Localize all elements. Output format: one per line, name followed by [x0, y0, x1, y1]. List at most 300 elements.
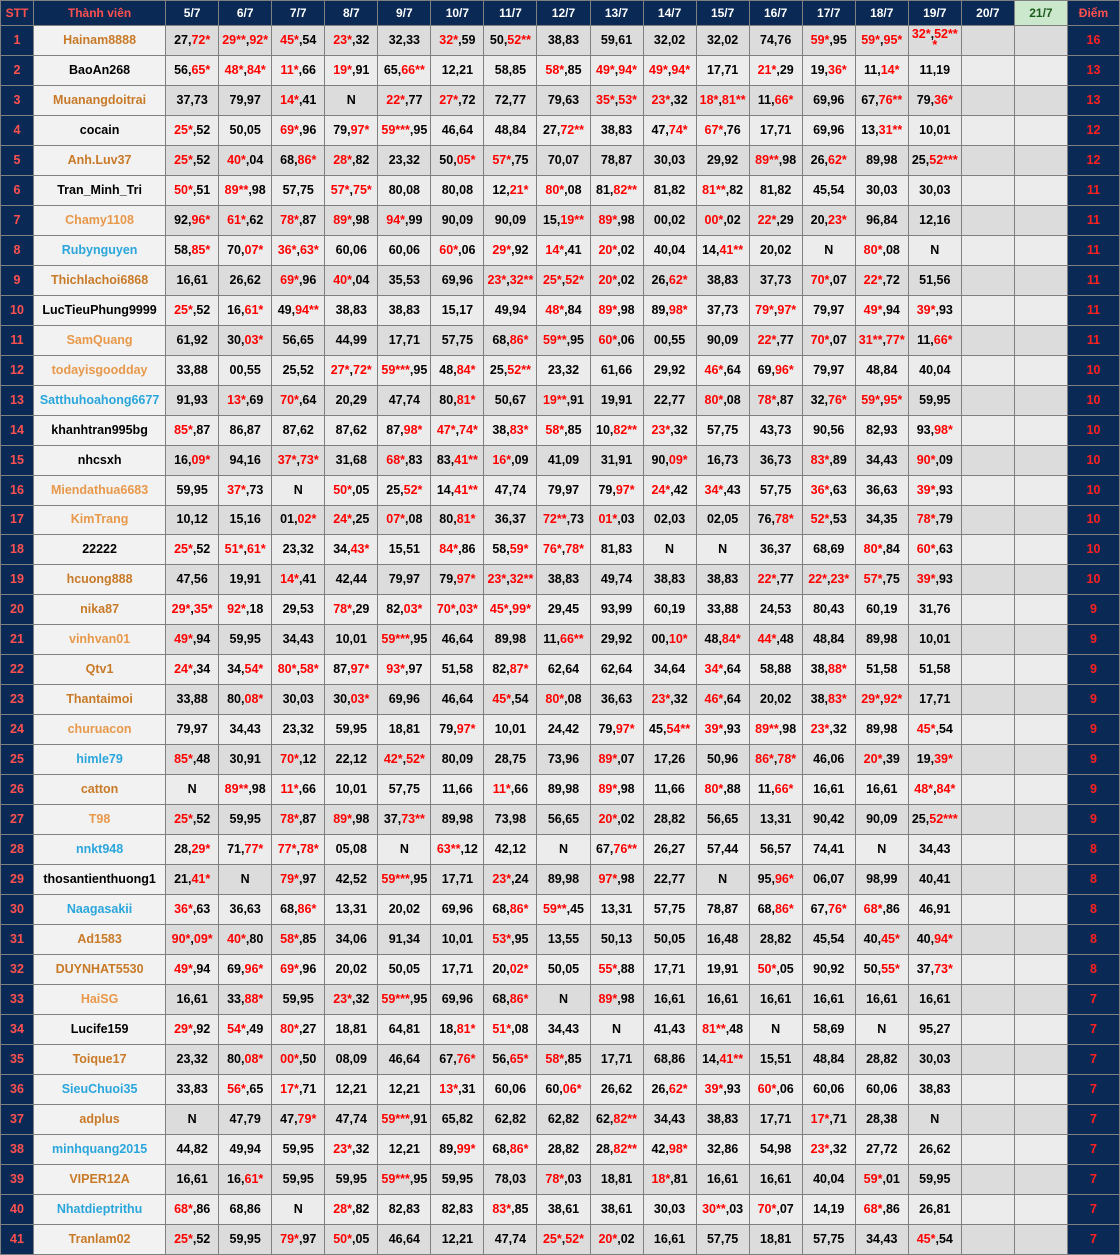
result-cell: 57,75: [378, 775, 431, 805]
result-cell: 59*,95: [802, 26, 855, 56]
result-cell: 17,71: [749, 1104, 802, 1134]
result-cell: 14*,41: [537, 235, 590, 265]
member-name: Satthuhoahong6677: [34, 385, 166, 415]
result-cell: [1014, 565, 1067, 595]
result-cell: 68,86*: [484, 985, 537, 1015]
result-cell: N: [166, 1104, 219, 1134]
result-cell: 23,32: [272, 715, 325, 745]
result-cell: 19,91: [696, 955, 749, 985]
result-cell: 94,16: [219, 445, 272, 475]
result-cell: 82,93: [855, 415, 908, 445]
result-cell: 93,98*: [908, 415, 961, 445]
result-cell: 51,58: [908, 655, 961, 685]
result-cell: 51,58: [431, 655, 484, 685]
member-name: hcuong888: [34, 565, 166, 595]
result-cell: 80,81*: [431, 505, 484, 535]
result-cell: 90,09*: [643, 445, 696, 475]
result-cell: 68,86: [219, 1194, 272, 1224]
result-cell: 82,83: [378, 1194, 431, 1224]
result-cell: 59,61: [590, 26, 643, 56]
result-cell: 91,34: [378, 925, 431, 955]
result-cell: 17,71: [590, 1044, 643, 1074]
result-cell: 50*,05: [749, 955, 802, 985]
result-cell: [1014, 55, 1067, 85]
result-cell: 73,98: [484, 805, 537, 835]
result-cell: 17*,71: [802, 1104, 855, 1134]
result-cell: 22,12: [325, 745, 378, 775]
result-cell: 41,09: [537, 445, 590, 475]
result-cell: 68,86*: [484, 325, 537, 355]
result-cell: [1014, 145, 1067, 175]
result-cell: 89,98: [431, 805, 484, 835]
result-cell: 45*,99*: [484, 595, 537, 625]
result-cell: 11*,66: [272, 55, 325, 85]
result-cell: 69,96*: [219, 955, 272, 985]
result-cell: 49,94**: [272, 295, 325, 325]
result-cell: 29,53: [272, 595, 325, 625]
result-cell: 20,02: [749, 685, 802, 715]
result-cell: 45,54: [802, 925, 855, 955]
result-cell: 10,01: [908, 115, 961, 145]
result-cell: 82,03*: [378, 595, 431, 625]
result-cell: 16,61: [802, 985, 855, 1015]
result-cell: 68,86*: [484, 1134, 537, 1164]
result-cell: [961, 1074, 1014, 1104]
result-cell: 37,73: [166, 85, 219, 115]
result-cell: 80,08: [431, 175, 484, 205]
result-cell: 83,41**: [431, 445, 484, 475]
result-cell: 25*,52: [166, 805, 219, 835]
result-cell: 33,88: [166, 685, 219, 715]
table-row: [1, 775, 1120, 805]
result-cell: [961, 835, 1014, 865]
points-cell: 7: [1067, 1134, 1119, 1164]
result-cell: 48,84: [484, 115, 537, 145]
table-row: [1, 955, 1120, 985]
row-number: 12: [1, 355, 34, 385]
result-cell: [961, 595, 1014, 625]
result-cell: 89**,98: [219, 175, 272, 205]
result-cell: 17,71: [431, 865, 484, 895]
table-row: [1, 1194, 1120, 1224]
result-cell: 46,64: [378, 1044, 431, 1074]
result-cell: N: [166, 775, 219, 805]
result-cell: 68,86*: [484, 895, 537, 925]
result-cell: 69*,96: [272, 115, 325, 145]
result-cell: 18,81: [378, 715, 431, 745]
result-cell: 48,84: [802, 625, 855, 655]
header-date: 7/7: [272, 1, 325, 26]
result-cell: 30,03*: [219, 325, 272, 355]
result-cell: [961, 1224, 1014, 1254]
result-cell: 56*,65: [219, 1074, 272, 1104]
result-cell: 78,87: [590, 145, 643, 175]
result-cell: 16*,09: [484, 445, 537, 475]
header-date-highlighted: 21/7: [1014, 1, 1067, 26]
result-cell: 27*,72: [431, 85, 484, 115]
result-cell: 17,71: [431, 955, 484, 985]
result-cell: 24,53: [749, 595, 802, 625]
result-cell: 57,75: [643, 895, 696, 925]
result-cell: 23*,32: [325, 1134, 378, 1164]
result-cell: 69,96: [431, 265, 484, 295]
result-cell: 32,76*: [802, 385, 855, 415]
result-cell: 58*,85: [537, 1044, 590, 1074]
points-cell: 11: [1067, 175, 1119, 205]
row-number: 35: [1, 1044, 34, 1074]
result-cell: [1014, 625, 1067, 655]
result-cell: 46,64: [431, 685, 484, 715]
result-cell: 57,75: [431, 325, 484, 355]
points-cell: 9: [1067, 655, 1119, 685]
result-cell: 25*,52*: [537, 265, 590, 295]
result-cell: 40,41: [908, 865, 961, 895]
result-cell: 59,95: [325, 1164, 378, 1194]
result-cell: 19,36*: [802, 55, 855, 85]
result-cell: 57,44: [696, 835, 749, 865]
result-cell: 29,92: [590, 625, 643, 655]
result-cell: 60*,63: [908, 535, 961, 565]
result-cell: 12,16: [908, 205, 961, 235]
result-cell: 67,76**: [855, 85, 908, 115]
result-cell: 59***,95: [378, 1164, 431, 1194]
result-cell: 65,66**: [378, 55, 431, 85]
points-cell: 16: [1067, 26, 1119, 56]
result-cell: 59**,95: [537, 325, 590, 355]
result-cell: 38,83*: [484, 415, 537, 445]
result-cell: 87,98*: [378, 415, 431, 445]
member-name: minhquang2015: [34, 1134, 166, 1164]
result-cell: 26,62*: [643, 1074, 696, 1104]
points-cell: 12: [1067, 115, 1119, 145]
result-cell: 16,61: [749, 985, 802, 1015]
result-cell: 23*,32: [802, 715, 855, 745]
result-cell: 90*,09: [908, 445, 961, 475]
result-cell: 89*,07: [590, 745, 643, 775]
result-cell: 59***,95: [378, 985, 431, 1015]
result-cell: 57,75: [272, 175, 325, 205]
result-cell: 00,55: [643, 325, 696, 355]
result-cell: 79,97*: [325, 115, 378, 145]
result-cell: 96,84: [855, 205, 908, 235]
result-cell: 48,84*: [696, 625, 749, 655]
result-cell: 00,55: [219, 355, 272, 385]
result-cell: 13*,31: [431, 1074, 484, 1104]
result-cell: 07*,08: [378, 505, 431, 535]
result-cell: 70,07*: [219, 235, 272, 265]
result-cell: [961, 1104, 1014, 1134]
result-cell: [1014, 745, 1067, 775]
result-cell: 23,32: [272, 535, 325, 565]
result-cell: 23*,32: [325, 985, 378, 1015]
result-cell: 89*,98: [325, 205, 378, 235]
result-cell: [1014, 1224, 1067, 1254]
result-cell: N: [537, 835, 590, 865]
result-cell: 32,86: [696, 1134, 749, 1164]
result-cell: 78*,03: [537, 1164, 590, 1194]
result-cell: 49*,94*: [590, 55, 643, 85]
result-cell: 11,66*: [749, 85, 802, 115]
result-cell: 00,02: [643, 205, 696, 235]
result-cell: 48,84*: [431, 355, 484, 385]
result-cell: 80,81*: [431, 385, 484, 415]
result-cell: 89,98: [484, 625, 537, 655]
result-cell: [961, 925, 1014, 955]
result-cell: 60,19: [855, 595, 908, 625]
result-cell: 36,63: [219, 895, 272, 925]
result-cell: 57*,75: [855, 565, 908, 595]
result-cell: 68,86*: [749, 895, 802, 925]
result-cell: 78,03: [484, 1164, 537, 1194]
result-cell: 72,77: [484, 85, 537, 115]
result-cell: 13,31: [749, 805, 802, 835]
result-cell: 58,85: [484, 55, 537, 85]
result-cell: 27*,72*: [325, 355, 378, 385]
result-cell: 48*,84: [537, 295, 590, 325]
result-cell: N: [696, 535, 749, 565]
member-name: Hainam8888: [34, 26, 166, 56]
result-cell: 16,61: [166, 985, 219, 1015]
result-cell: 58*,85: [537, 415, 590, 445]
points-cell: 8: [1067, 895, 1119, 925]
result-cell: [961, 385, 1014, 415]
result-cell: [961, 1194, 1014, 1224]
result-cell: [961, 115, 1014, 145]
result-cell: [1014, 235, 1067, 265]
result-cell: 29,92: [643, 355, 696, 385]
result-cell: 10,82**: [590, 415, 643, 445]
result-cell: 38,83: [643, 565, 696, 595]
points-cell: 7: [1067, 1074, 1119, 1104]
result-cell: 47,79: [219, 1104, 272, 1134]
result-cell: 28,82: [749, 925, 802, 955]
result-cell: 74,76: [749, 26, 802, 56]
result-cell: 68*,86: [855, 895, 908, 925]
result-cell: 47,74*: [643, 115, 696, 145]
result-cell: [1014, 295, 1067, 325]
result-cell: 38,61: [537, 1194, 590, 1224]
row-number: 11: [1, 325, 34, 355]
result-cell: 55*,88: [590, 955, 643, 985]
result-cell: 26,62: [590, 1074, 643, 1104]
result-cell: 26,62: [908, 1134, 961, 1164]
result-cell: 59,95: [908, 1164, 961, 1194]
result-cell: 26,81: [908, 1194, 961, 1224]
points-cell: 10: [1067, 385, 1119, 415]
points-cell: 9: [1067, 595, 1119, 625]
member-name: Muanangdoitrai: [34, 85, 166, 115]
result-cell: 60,06: [855, 1074, 908, 1104]
result-cell: 37*,73*: [272, 445, 325, 475]
result-cell: 23*,32**: [484, 265, 537, 295]
result-cell: 26,62*: [802, 145, 855, 175]
result-cell: [961, 55, 1014, 85]
header-date: 15/7: [696, 1, 749, 26]
table-row: [1, 1074, 1120, 1104]
result-cell: [1014, 475, 1067, 505]
result-cell: 11*,66: [272, 775, 325, 805]
result-cell: 90,92: [802, 955, 855, 985]
result-cell: 59***,95: [378, 115, 431, 145]
result-cell: 56,57: [749, 835, 802, 865]
result-cell: 38,83: [696, 565, 749, 595]
result-cell: 87,62: [272, 415, 325, 445]
result-cell: 78*,29: [325, 595, 378, 625]
result-cell: 37,73*: [908, 955, 961, 985]
table-row: [1, 445, 1120, 475]
result-cell: 27,72**: [537, 115, 590, 145]
result-cell: 19,91: [590, 385, 643, 415]
points-cell: 9: [1067, 805, 1119, 835]
result-cell: 20,02: [749, 235, 802, 265]
result-cell: 60,19: [643, 595, 696, 625]
header-date: 13/7: [590, 1, 643, 26]
result-cell: [961, 265, 1014, 295]
member-name: cocain: [34, 115, 166, 145]
result-cell: 16,09*: [166, 445, 219, 475]
result-cell: 89,99*: [431, 1134, 484, 1164]
result-cell: 54,98: [749, 1134, 802, 1164]
result-cell: 19,91: [219, 565, 272, 595]
result-cell: 15,17: [431, 295, 484, 325]
result-cell: 25,52*: [378, 475, 431, 505]
result-cell: 45*,54: [908, 715, 961, 745]
points-cell: 11: [1067, 325, 1119, 355]
result-cell: 79,97: [166, 715, 219, 745]
result-cell: 40,04: [908, 355, 961, 385]
result-cell: N: [378, 835, 431, 865]
member-name: Qtv1: [34, 655, 166, 685]
points-cell: 10: [1067, 445, 1119, 475]
result-cell: 59***,95: [378, 625, 431, 655]
member-name: Tranlam02: [34, 1224, 166, 1254]
row-number: 34: [1, 1014, 34, 1044]
result-cell: 58,69: [802, 1014, 855, 1044]
result-cell: 89,98*: [643, 295, 696, 325]
result-cell: 51*,08: [484, 1014, 537, 1044]
result-cell: 23,32: [166, 1044, 219, 1074]
result-cell: 79,63: [537, 85, 590, 115]
result-cell: 69*,96: [272, 955, 325, 985]
result-cell: 59,95: [272, 985, 325, 1015]
result-cell: 59***,91: [378, 1104, 431, 1134]
result-cell: 80*,88: [696, 775, 749, 805]
row-number: 33: [1, 985, 34, 1015]
result-cell: 82,83: [431, 1194, 484, 1224]
table-row: [1, 1164, 1120, 1194]
result-cell: [961, 235, 1014, 265]
result-cell: 60,06: [802, 1074, 855, 1104]
result-cell: 70*,07: [802, 265, 855, 295]
member-name: churuacon: [34, 715, 166, 745]
result-cell: 50*,05: [325, 1224, 378, 1254]
result-cell: 29*,92: [166, 1014, 219, 1044]
result-cell: 20*,02: [590, 235, 643, 265]
points-cell: 8: [1067, 865, 1119, 895]
result-cell: [1014, 955, 1067, 985]
result-cell: 50*,05: [325, 475, 378, 505]
result-cell: [1014, 1044, 1067, 1074]
result-cell: 25*,52: [166, 295, 219, 325]
row-number: 24: [1, 715, 34, 745]
result-cell: 17,71: [908, 685, 961, 715]
row-number: 38: [1, 1134, 34, 1164]
member-name: Miendathua6683: [34, 475, 166, 505]
result-cell: 54*,49: [219, 1014, 272, 1044]
result-cell: 68*,86: [166, 1194, 219, 1224]
points-cell: 7: [1067, 1224, 1119, 1254]
result-cell: 20,02: [378, 895, 431, 925]
result-cell: 36,63: [590, 685, 643, 715]
member-name: catton: [34, 775, 166, 805]
result-cell: 89*,98: [590, 985, 643, 1015]
result-cell: 25,52**: [484, 355, 537, 385]
result-cell: 29**,92*: [219, 26, 272, 56]
table-row: [1, 205, 1120, 235]
result-cell: 61,66: [590, 355, 643, 385]
result-cell: 57,75: [802, 1224, 855, 1254]
result-cell: 42*,52*: [378, 745, 431, 775]
row-number: 7: [1, 205, 34, 235]
result-cell: 90*,09*: [166, 925, 219, 955]
result-cell: 69,96: [802, 85, 855, 115]
result-cell: 49*,94: [166, 955, 219, 985]
points-cell: 9: [1067, 715, 1119, 745]
result-cell: 28,82: [643, 805, 696, 835]
result-cell: [1014, 385, 1067, 415]
result-cell: 16,61: [643, 985, 696, 1015]
row-number: 32: [1, 955, 34, 985]
points-cell: 8: [1067, 955, 1119, 985]
result-cell: 23*,32: [325, 26, 378, 56]
result-cell: N: [537, 985, 590, 1015]
result-cell: [1014, 1134, 1067, 1164]
result-cell: 10,01: [325, 775, 378, 805]
result-cell: 25*,52: [166, 535, 219, 565]
result-cell: 16,61*: [219, 295, 272, 325]
member-name: 22222: [34, 535, 166, 565]
result-cell: 33,83: [166, 1074, 219, 1104]
result-cell: 50,05*: [431, 145, 484, 175]
result-cell: [1014, 685, 1067, 715]
result-cell: 11*,66: [484, 775, 537, 805]
result-cell: 67,76*: [431, 1044, 484, 1074]
result-cell: 78,87: [696, 895, 749, 925]
result-cell: 25,52: [272, 355, 325, 385]
result-cell: 22*,23*: [802, 565, 855, 595]
result-cell: 45,54: [802, 175, 855, 205]
row-number: 3: [1, 85, 34, 115]
table-row: [1, 565, 1120, 595]
result-cell: N: [696, 865, 749, 895]
result-cell: 78*,87: [272, 205, 325, 235]
result-cell: 70*,12: [272, 745, 325, 775]
result-cell: 81**,48: [696, 1014, 749, 1044]
points-cell: 10: [1067, 415, 1119, 445]
result-cell: [961, 325, 1014, 355]
result-cell: 25*,52: [166, 1224, 219, 1254]
points-cell: 7: [1067, 985, 1119, 1015]
header-row: [1, 1, 1120, 26]
result-cell: 18*,81: [643, 1164, 696, 1194]
result-cell: 18,81*: [431, 1014, 484, 1044]
points-cell: 10: [1067, 505, 1119, 535]
result-cell: 49,74: [590, 565, 643, 595]
result-cell: 61*,62: [219, 205, 272, 235]
result-cell: 14,41**: [696, 1044, 749, 1074]
result-cell: [1014, 595, 1067, 625]
result-cell: 80*,84: [855, 535, 908, 565]
